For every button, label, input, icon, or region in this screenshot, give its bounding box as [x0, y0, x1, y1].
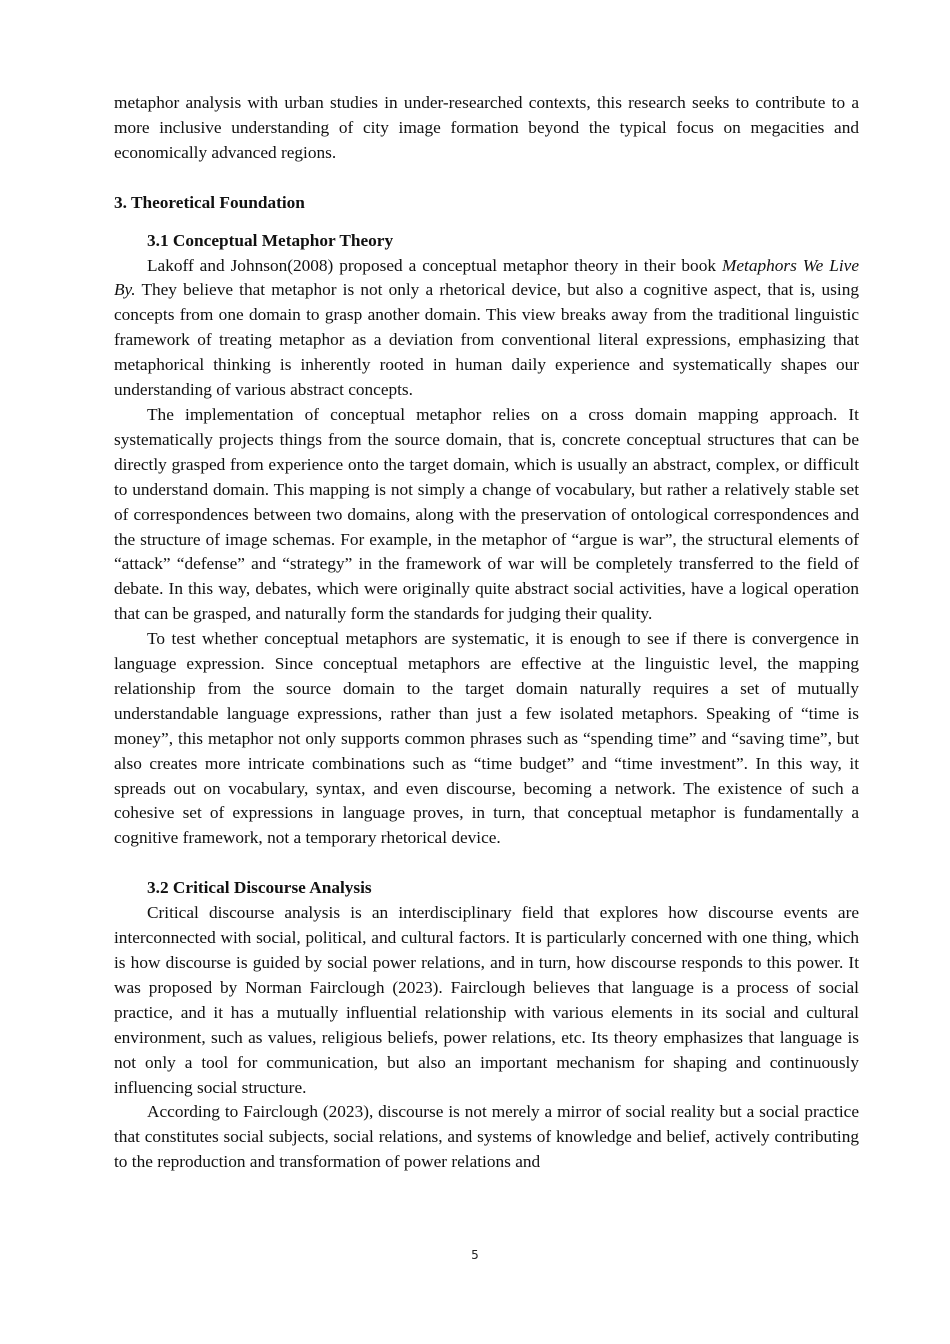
paragraph-fairclough-discourse: According to Fairclough (2023), discourse is not merely a mirror of social reality but a social practice that constitutes social subjects, social relations, and systems of knowledge and belief, actively contributing to the reproduction and transformation of power relations and: [114, 1102, 859, 1172]
intro-paragraph: metaphor analysis with urban studies in under-researched contexts, this research seeks to contribute to a more inclusive understanding of city image formation beyond the typical focus on megacities and economically advanced regions.: [114, 93, 859, 162]
paragraph-cda-definition: Critical discourse analysis is an interdisciplinary field that explores how discourse events are interconnected with social, political, and cultural factors. It is particularly concerned with one thing, which is how discourse is guided by social power relations, and in turn, how discourse responds to this power. It was proposed by Norman Fairclough (2023). Fairclough believes that language is a process of social practice, and it has a mutually influential relationship with various elements in its social and cultural environment, such as values, religious beliefs, power relations, etc. Its theory emphasizes that language is not only a tool for communication, but also an important mechanism for shaping and continuously influencing social structure.: [114, 903, 859, 1097]
section-heading-theoretical-foundation: 3. Theoretical Foundation: [114, 192, 305, 212]
book-title: Metaphors We Live By.: [114, 255, 859, 300]
section-gap: [114, 851, 859, 876]
paragraph-text-after-title: They believe that metaphor is not only a rhetorical device, but also a cognitive aspect, that is, using concepts from one domain to grasp another domain. This view breaks away from the traditional linguistic framework of treating metaphor as a deviation from conventional literal expressions, emphasizing that metaphorical thinking is inherently rooted in human daily experience and systematically shapes our understanding of various abstract concepts.: [114, 280, 859, 400]
document-page: [114, 91, 859, 1175]
paragraph-text-before-title: Lakoff and Johnson(2008) proposed a conceptual metaphor theory in their book: [147, 255, 722, 275]
subsection-heading-conceptual-metaphor: 3.1 Conceptual Metaphor Theory: [147, 230, 394, 250]
paragraph-systematicity: To test whether conceptual metaphors are systematic, it is enough to see if there is convergence in language expression. Since conceptual metaphors are effective at the linguistic level, the mapping relationship from the source domain to the target domain naturally requires a set of mutually understandable language expressions, rather than just a few isolated metaphors. Speaking of “time is money”, this metaphor not only supports common phrases such as “spending time” and “saving time”, but also creates more intricate combinations such as “time budget” and “time investment”. In this way, it spreads out on vocabulary, syntax, and even discourse, becoming a network. The existence of such a cohesive set of expressions in language proves, in turn, that conceptual metaphor is fundamentally a cognitive framework, not a temporary rhetorical device.: [114, 629, 859, 848]
page-number: 5: [471, 1248, 479, 1262]
subsection-heading-critical-discourse: 3.2 Critical Discourse Analysis: [147, 878, 372, 898]
paragraph-cross-domain-mapping: The implementation of conceptual metaphor relies on a cross domain mapping approach. It systematically projects things from the source domain, that is, concrete conceptual structures that can be directly grasped from experience onto the target domain, which is usually an abstract, complex, or difficult to understand domain. This mapping is not simply a change of vocabulary, but rather a relatively stable set of correspondences between two domains, along with the preservation of ontological correspondences and the structure of image schemas. For example, in the metaphor of “argue is war”, the structural elements of “attack” “defense” and “strategy” in the framework of war will be completely transferred to the field of debate. In this way, debates, which were originally quite abstract social activities, have a logical operation that can be grasped, and naturally form the standards for judging their quality.: [114, 404, 859, 624]
paragraph-lakoff-johnson: [114, 254, 859, 403]
